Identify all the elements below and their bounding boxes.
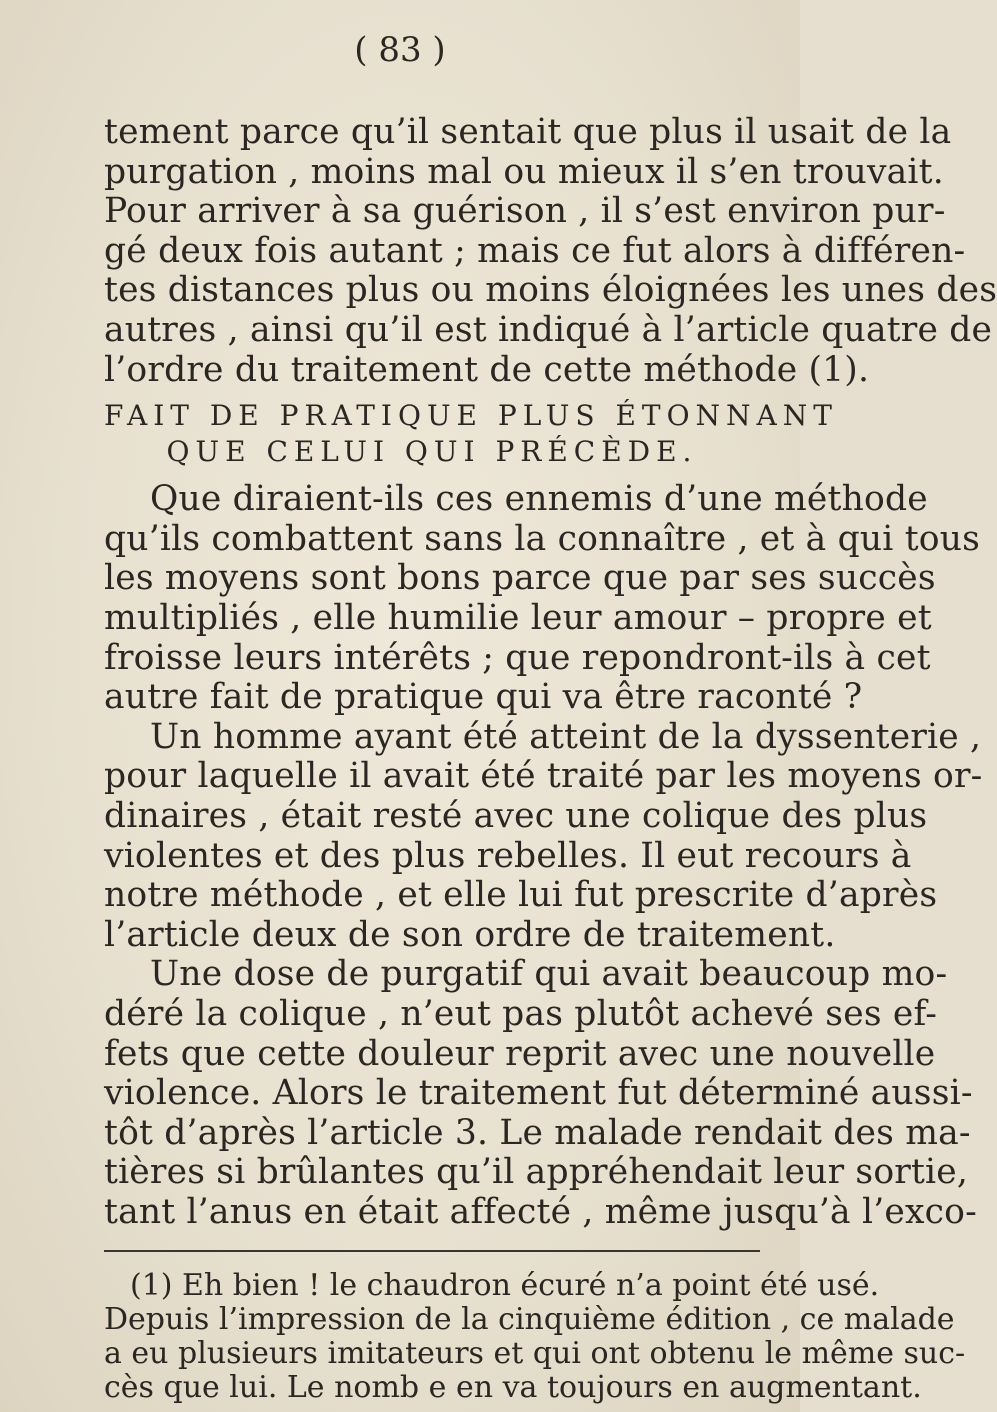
text-line: tement parce qu’il sentait que plus il usait de la [104, 112, 952, 152]
footnote-line: cès que lui. Le nomb e en va toujours en augmentant. [104, 1369, 922, 1405]
section-heading-line-2: QUE CELUI QUI PRÉCÈDE. [166, 435, 698, 469]
text-line: autres , ainsi qu’il est indiqué à l’article quatre de [104, 310, 993, 350]
text-line: gé deux fois autant ; mais ce fut alors à différen- [104, 230, 966, 271]
text-line: tant l’anus en était affecté , même jusqu’à l’exco- [104, 1192, 977, 1232]
footnote-line: Depuis l’impression de la cinquième édition , ce malade [104, 1301, 955, 1337]
text-line: Pour arriver à sa guérison , il s’est environ pur- [104, 191, 946, 232]
text-line: l’article deux de son ordre de traitement. [104, 914, 836, 955]
text-line: tes distances plus ou moins éloignées les unes des [104, 270, 997, 311]
text-line: tôt d’après l’article 3. Le malade rendait des ma- [104, 1112, 971, 1153]
footnote-line: (1) Eh bien ! le chaudron écuré n’a point été usé. [130, 1267, 880, 1303]
text-line: tières si brûlantes qu’il appréhendait leur sortie, [104, 1152, 969, 1193]
text-line: violentes et des plus rebelles. Il eut recours à [104, 835, 912, 876]
text-line: l’ordre du traitement de cette méthode (1). [104, 349, 870, 390]
text-line: violence. Alors le traitement fut déterminé aussi- [104, 1073, 973, 1114]
footnote-separator [104, 1250, 760, 1252]
section-heading-line-1: FAIT DE PRATIQUE PLUS ÉTONNANT [104, 399, 838, 433]
footnote-line: a eu plusieurs imitateurs et qui ont obtenu le même suc- [104, 1335, 966, 1371]
text-line: pour laquelle il avait été traité par les moyens or- [104, 756, 983, 797]
text-line: froisse leurs intérêts ; que repondront-ils à cet [104, 637, 931, 678]
text-line: notre méthode , et elle lui fut prescrite d’après [104, 875, 938, 916]
text-line: Une dose de purgatif qui avait beaucoup mo- [150, 954, 948, 995]
text-line: déré la colique , n’eut pas plutôt achevé ses ef- [104, 994, 938, 1034]
text-line: Un homme ayant été atteint de la dyssenterie , [150, 716, 982, 757]
text-line: fets que cette douleur reprit avec une nouvelle [104, 1033, 936, 1074]
text-line: qu’ils combattent sans la connaître , et à qui tous [104, 518, 981, 559]
text-line: multipliés , elle humilie leur amour – propre et [104, 598, 932, 638]
text-line: les moyens sont bons parce que par ses succès [104, 558, 936, 599]
text-line: Que diraient-ils ces ennemis d’une méthode [150, 479, 928, 520]
page-number: ( 83 ) [354, 30, 446, 70]
text-line: autre fait de pratique qui va être raconté ? [104, 677, 863, 718]
text-line: purgation , moins mal ou mieux il s’en trouvait. [104, 151, 944, 192]
text-line: dinaires , était resté avec une colique des plus [104, 796, 928, 836]
